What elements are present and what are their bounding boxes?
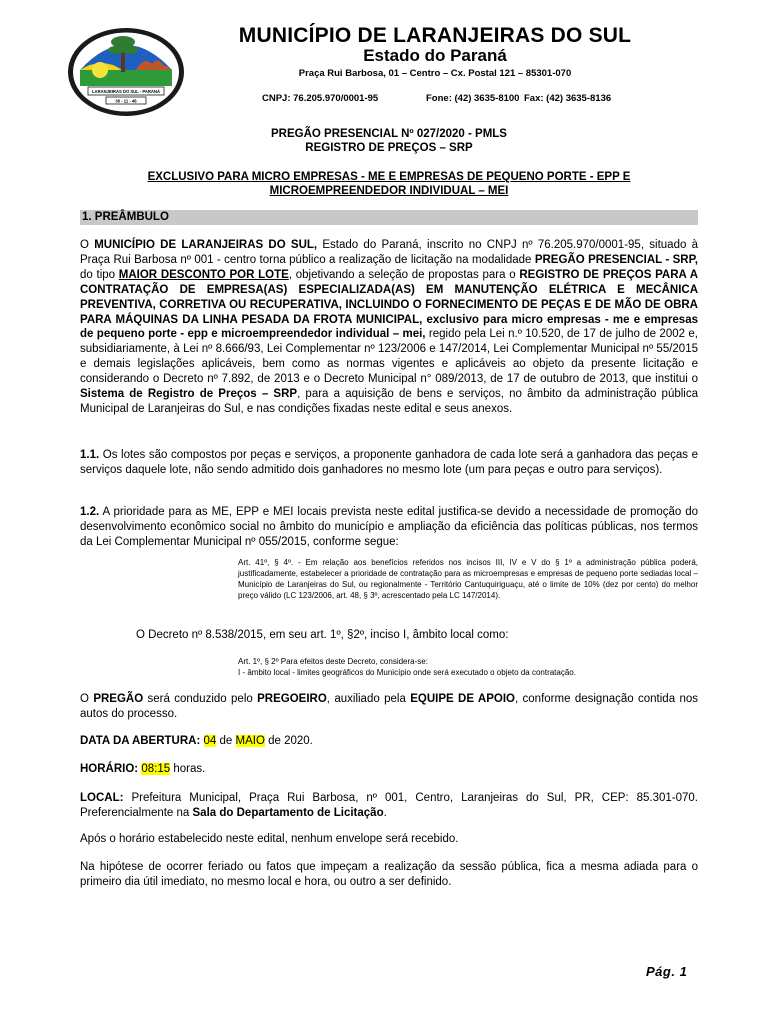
quote-line: I - âmbito local - limites geográficos do Município onde será executado o objeto da contratação. [238,668,576,677]
text-run: Os lotes são compostos por peças e serviços, a proponente ganhadora de cada lote será a ganhadora das peças e serviços daquele lote, não sendo admitido dois ganhadores no mesmo lote (um para peças e outro para serviços). [80,449,698,476]
document-title [80,127,698,155]
text-run: O [80,693,94,705]
time-line [80,762,698,777]
text-run: Estado do Paraná, inscrito no CNPJ nº 76.205.970/0001-95, situado à Praça Rui Barbosa nº 001 - centro torna público a realização de licitação na modalidade [80,239,699,266]
text-run: regido pela Lei n.º 10.520, de 17 de julho de 2002 e, subsidiariamente, à Lei nº 8.666/93, Lei Complementar nº 123/2006 e 147/2014, Lei Complementar Municipal nº 55/2015 e demais legislações aplicáveis, bem como as normas vigentes e aplicáveis ao objeto da presente licitação e considerando o Decreto nº 7.892, de 2013 e o Decreto Municipal n° 089/2013, de 17 de outubro de 2013, que institui o [80,328,698,386]
text-run: A prioridade para as ME, EPP e MEI locais prevista neste edital justifica-se devido a necessidade de promoção do desenvolvimento econômico social no âmbito do município e ampliação da eficiência das políticas públicas, nos termos da Lei Complementar Municipal nº 055/2015, conforme segue: [80,506,698,548]
legal-quote-1: Art. 41º, § 4º. - Em relação aos benefícios referidos nos incisos III, IV e V do § 1º a administração pública poderá, justificadamente, estabelecer a prioridade de contratação para as microempresas e empresas de pequeno porte sediadas local – Município de Laranjeiras do Sul, ou regionalmente - Território Cantuquiriguaçu, até o limite de 10% (dez por cento) do melhor preço válido (LC 123/2006, art. 48, § 3º, acrescentado pela LC 147/2014). [238,558,698,600]
opening-month-highlight: MAIO [235,735,265,747]
location-room-bold: Sala do Departamento de Licitação [192,806,384,819]
location-paragraph [80,791,698,821]
text-run: , auxiliado pela [326,693,411,705]
text-run: do tipo [80,268,119,281]
crest-banner-text: LARANJEIRAS DO SUL - PARANÁ [91,89,161,94]
text-run: , para a aquisição de bens e serviços, no âmbito da administração pública Municipal de Laranjeiras do Sul, e nas condições fixadas neste edital e seus anexos. [80,388,698,415]
title-line-2: REGISTRO DE PREÇOS – SRP [305,142,473,154]
phone-text: Fone: (42) 3635-8100 [426,93,520,104]
location-label: LOCAL: [80,792,124,804]
municipality-bold: MUNICÍPIO DE LARANJEIRAS DO SUL, [94,239,318,251]
opening-day-highlight: 04 [203,735,217,747]
item-number: 1.1. [80,449,100,461]
text-run: Prefeitura Municipal, Praça Rui Barbosa, nº 001, Centro, Laranjeiras do Sul, PR, CEP: 85.301-070. Preferencialmente na [80,792,698,819]
text-run: de [216,735,236,747]
legal-quote-2 [238,656,698,678]
pregao-bold: PREGÃO [93,693,144,705]
time-label: HORÁRIO: [80,763,139,775]
text-run: O [80,239,95,251]
item-1-2-paragraph [80,505,698,550]
title-line-1: PREGÃO PRESENCIAL Nº 027/2020 - PMLS [271,128,507,140]
pregoeiro-bold: PREGOEIRO [257,693,327,705]
opening-label: DATA DA ABERTURA: [80,735,201,747]
after-time-paragraph: Após o horário estabelecido neste edital, nenhum envelope será recebido. [80,833,459,845]
fax-text: Fax: (42) 3635-8136 [524,93,612,104]
municipal-crest-logo [66,26,186,118]
exclusive-line-1: EXCLUSIVO PARA MICRO EMPRESAS - ME E EMPRESAS DE PEQUENO PORTE - EPP E [147,171,631,183]
object-bold: REGISTRO DE PREÇOS PARA A CONTRATAÇÃO DE EMPRESA(AS) ESPECIALIZADA(AS) EM MANUTENÇÃO ELÉTRICA E MECÂNICA PREVENTIVA, CORRETIVA OU RECUPERATIVA, INCLUINDO O FORNECIMENTO DE PEÇAS E DE MÃO DE OBRA PARA MÁQUINAS DA LINHA PESADA DA FROTA MUNICIPAL, exclusivo para micro empresas - me e empresas de pequeno porte - epp e microempreendedor individual – mei, [80,268,699,341]
text-run: será conduzido pelo [143,693,258,705]
section-heading-preambulo: 1. PREÂMBULO [80,210,698,225]
text-run: horas. [170,763,206,775]
preamble-paragraph [80,238,698,417]
type-bold-underlined: MAIOR DESCONTO POR LOTE [118,268,289,281]
conduction-paragraph [80,692,698,722]
cnpj-text: CNPJ: 76.205.970/0001-95 [262,93,379,104]
state-title: Estado do Paraná [363,46,507,65]
text-run: de 2020. [264,735,313,747]
srp-bold: Sistema de Registro de Preços – SRP [80,388,298,401]
address-line: Praça Rui Barbosa, 01 – Centro – Cx. Postal 121 – 85301-070 [298,68,572,79]
modality-bold: PREGÃO PRESENCIAL - SRP, [534,253,698,266]
decree-line: O Decreto nº 8.538/2015, em seu art. 1º, §2º, inciso I, âmbito local como: [136,629,509,641]
time-value-highlight: 08:15 [141,763,171,775]
holiday-paragraph: Na hipótese de ocorrer feriado ou fatos que impeçam a realização da sessão pública, fica a mesma adiada para o primeiro dia útil imediato, no mesmo local e hora, ou outro a ser definido. [80,861,698,888]
municipality-title: MUNICÍPIO DE LARANJEIRAS DO SUL [238,24,632,47]
exclusive-notice [80,170,698,198]
page-number: Pág. 1 [646,964,688,979]
text-run: . [383,806,387,819]
text-run: , objetivando a seleção de propostas para o [288,268,520,281]
text-run: , conforme designação contida nos autos do processo. [80,693,698,720]
exclusive-line-2: MICROEMPREENDEDOR INDIVIDUAL – MEI [269,185,509,197]
crest-date-text: 30 - 11 - 46 [115,98,137,104]
opening-date-line [80,734,698,749]
quote-line: Art. 1º, § 2º Para efeitos deste Decreto, considera-se: [238,657,428,666]
item-number: 1.2. [80,506,100,518]
item-1-1-paragraph [80,448,698,478]
equipe-bold: EQUIPE DE APOIO [410,693,515,705]
